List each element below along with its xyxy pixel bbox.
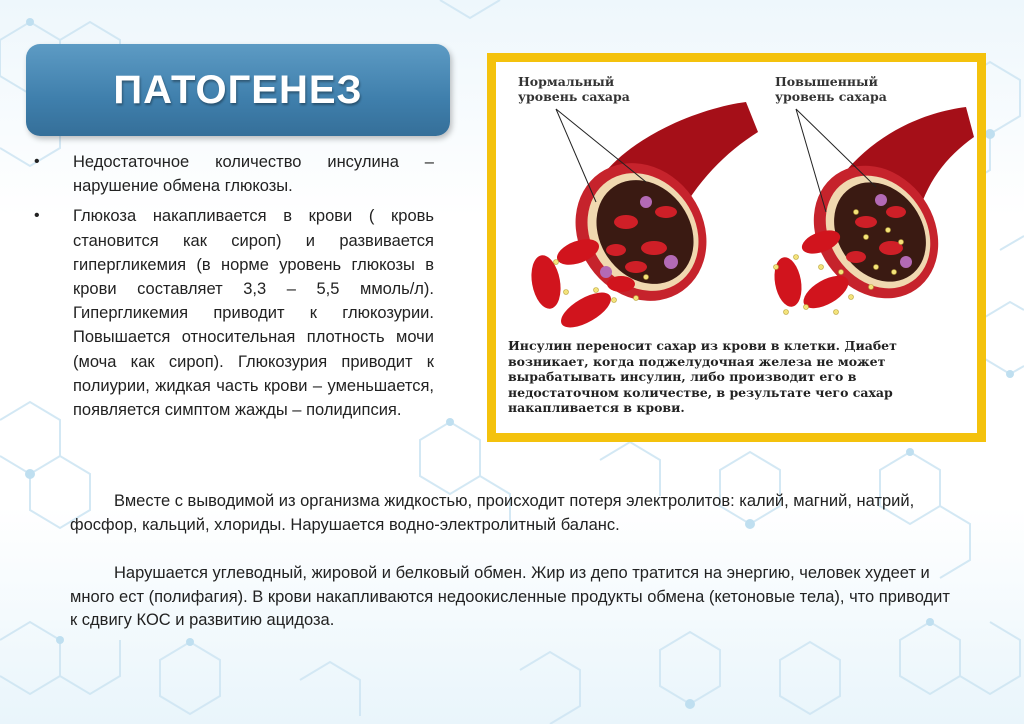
figure-caption: Инсулин переносит сахар из крови в клетки. Диабет возникает, когда поджелудочная железа не может вырабатывать инсулин, либо производит его в недостаточном количестве, в результате чего сахар накапливается в крови.	[508, 338, 897, 415]
metabolism-paragraph: Нарушается углеводный, жировой и белковый обмен. Жир из депо тратится на энергию, человек худеет и много ест (полифагия). В крови накапливаются недоокисленные продукты обмена (кетоновые тела), что приводит к сдвигу КОС и развитию ацидоза.	[70, 564, 950, 629]
blood-vessel-figure	[487, 53, 986, 442]
bullet-marker: •	[34, 207, 40, 225]
bullet-text: Глюкоза накапливается в крови ( кровь становится как сироп) и развивается гипергликемия (в норме уровень глюкозы в крови составляет 3,3 – 5,5 ммоль/л). Гипергликемия приводит к глюкозурии. Повышается относительная плотность мочи (моча как сироп). Глюкозурия приводит к полиурии, жидкая часть крови – уменьшается, появляется симптом жажды – полидипсия.	[73, 207, 434, 420]
high-sugar-vessel	[771, 107, 974, 323]
page-title: ПАТОГЕНЕЗ	[113, 67, 363, 112]
bullet-text: Недостаточное количество инсулина – нарушение обмена глюкозы.	[73, 153, 434, 196]
bullet-marker: •	[34, 153, 40, 170]
label-high-sugar: Повышенный уровень сахара	[775, 74, 887, 104]
label-normal-sugar: Нормальный уровень сахара	[518, 74, 630, 104]
title-banner	[26, 44, 450, 136]
bullet-item	[34, 150, 434, 198]
electrolytes-paragraph: Вместе с выводимой из организма жидкостью, происходит потеря электролитов: калий, магний, натрий, фосфор, кальций, хлориды. Нарушается водно-электролитный баланс.	[70, 492, 915, 534]
bullet-item	[34, 204, 434, 422]
figure-panel	[496, 62, 977, 433]
bullet-list	[34, 150, 434, 428]
normal-vessel	[528, 102, 758, 334]
